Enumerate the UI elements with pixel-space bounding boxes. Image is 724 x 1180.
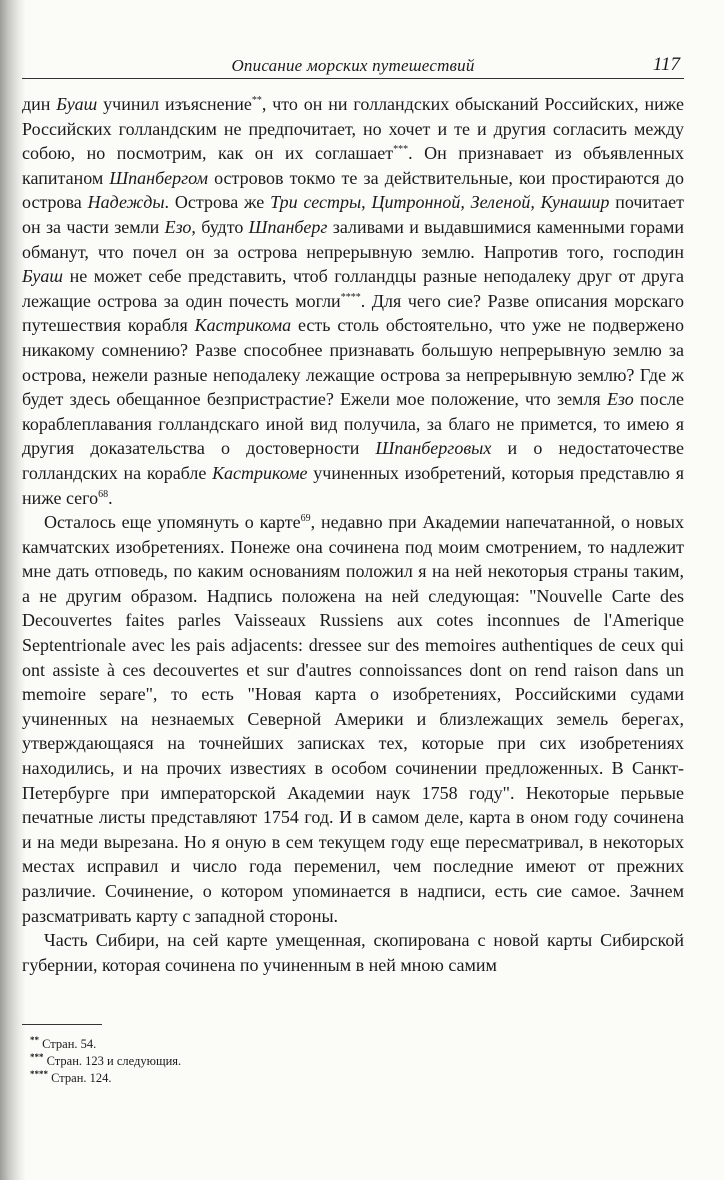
text-span: заливами и выдавшимися каменными горами обманут, что почел он за острова непрерывную землю. Напротив того, господин [22, 216, 684, 262]
text-italic: Шпанбергом [109, 167, 208, 188]
footnote-mark: ** [251, 95, 262, 106]
endnote-ref: 69 [300, 513, 311, 525]
footnote-marker: **** [30, 1069, 48, 1079]
text-span: учинил изъяснение [97, 94, 252, 114]
running-header [22, 48, 684, 79]
text-italic: Шпанберговых [375, 438, 492, 459]
text-italic: Езо [606, 389, 634, 410]
footnote [30, 1070, 181, 1087]
running-title: Описание морских путешествий [231, 56, 475, 75]
footnote-marker: *** [30, 1052, 44, 1062]
paragraph-3 [22, 928, 684, 977]
endnote-ref: 68 [98, 488, 109, 500]
footnotes [30, 1036, 181, 1087]
text-italic: Буаш [56, 94, 98, 114]
text-span: Осталось еще упомянуть о карте [44, 512, 301, 533]
text-italic: Буаш [22, 266, 63, 287]
footnote-text: Стран. 54. [42, 1037, 97, 1051]
text-span: почитает он за части земли [22, 192, 684, 237]
text-span: . Острова же [164, 192, 271, 213]
text-span: не может себе представить, чтоб голландцы разные неподалеку друг от друга лежащие острова за один почесть могли [22, 266, 684, 311]
text-span: , будто [191, 216, 249, 237]
text-italic: Езо [164, 216, 192, 237]
footnote-marker: ** [30, 1035, 39, 1045]
text-span: островов токмо те за действительные, кои простираются до острова [22, 167, 684, 213]
footnote-mark: *** [393, 144, 409, 156]
text-italic: Шпанберг [248, 216, 328, 237]
text-span: и о недостаточестве голландских на корабле [22, 438, 684, 483]
text-span: . [108, 487, 113, 508]
text-span: , недавно при Академии напечатанной, о новых камчатских изобретениях. Понеже она сочинена под моим смотрением, то надлежит мне дать отповедь, по каким основаниям положил я на ней некоторыя страны таким, а не другим образом. Надпись положена на ней следующая: "Nouvelle Carte des Decouvertes faites parles Vaisseaux Russiens aux cotes inconnues de l'Amerique Septentrionale avec les pais adjacents: dressee sur des memoires authentiques de ceux qui ont assiste à ces decouvertes et sur d'autres connoissances dont on rend raison dans un memoire separe", то есть "Новая карта о изобретениях, Российскими судами учиненных на незнаемых Северной Америки и близлежащих земель берегах, утверждающаяся на точнейших записках тех, которые при сих изобретениях находились, и на прочих известиях в особом сочинении предложенных. В Санкт-Петербурге при императорской Академии наук 1758 году". Некоторые перьвые печатные листы представляют 1754 год. И в самом деле, карта в оном году сочинена и на меди вырезана. Но я оную в сем текущем году еще пересматривал, в некоторых местах исправил и число года переменил, чем последние имеют от прежних различие. Сочинение, о котором упоминается в надписи, есть сие самое. Зачнем разсматривать карту с западной стороны. [22, 512, 685, 926]
text-span: Часть Сибири, на сей карте умещенная, скопирована с новой карты Сибирской губернии, которая сочинена по учиненным в ней мною самим [22, 930, 684, 975]
text-span: есть столь обстоятельно, что уже не подвержено никакому сомнению? Разве способнее признавать большую непрерывную землю за острова, нежели разные неподалеку лежащие острова за непрерывную землю? Где ж будет здесь обещанное безпристрастие? Ежели мое положение, что земля [22, 315, 684, 410]
text-span: учиненных изобретений, которыя представлю я ниже сего [22, 462, 684, 508]
text-italic: Кастрикоме [212, 462, 308, 483]
text-italic: Кастрикома [194, 315, 292, 336]
footnote-divider [22, 1024, 102, 1025]
footnote-text: Стран. 124. [51, 1071, 112, 1085]
body-text [22, 92, 684, 977]
footnote-text: Стран. 123 и следующия. [46, 1054, 182, 1068]
text-span: , что он ни голландских обысканий Российских, ниже Российских голландским не предпочитает, но хочет и те и другия согласить между собою, но посмотрим, как он их соглашает [22, 94, 684, 164]
paragraph-1 [22, 92, 684, 510]
footnote-mark: **** [340, 291, 361, 303]
text-span: . Для чего сие? Разве описания морскаго путешествия корабля [22, 290, 684, 336]
text-italic: Три сестры, Цитронной, Зеленой, Кунашир [270, 192, 610, 213]
text-span: дин [22, 94, 57, 114]
text-italic: Надежды [87, 192, 165, 213]
text-span: после кораблеплавания голландскаго иной вид получила, за благо не примется, то имею я другия доказательства о достоверности [22, 389, 684, 459]
page-number: 117 [652, 54, 680, 75]
footnote [30, 1053, 181, 1070]
paragraph-2 [22, 510, 684, 928]
footnote [30, 1036, 181, 1053]
text-span: . Он признавает из объявленных капитаном [22, 143, 684, 188]
